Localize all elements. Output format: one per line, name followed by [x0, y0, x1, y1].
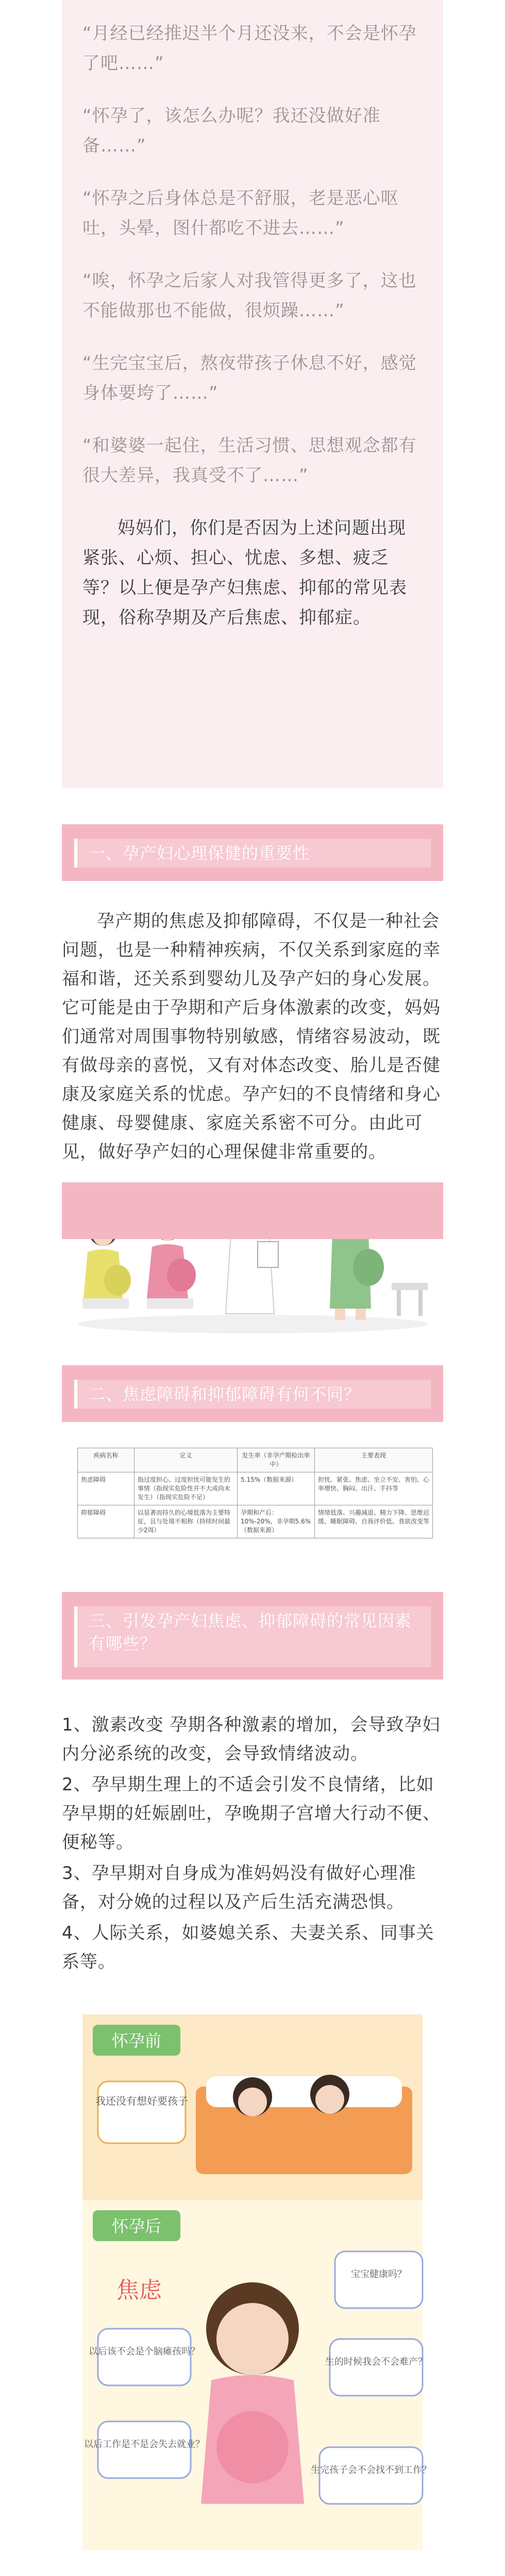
list-item: 1、激素改变 孕期各种激素的增加，会导致孕妇内分泌系统的改变，会导致情绪波动。 [62, 1715, 441, 1764]
pregnancy-anxiety-illustration [62, 2009, 443, 2555]
before-label: 怀孕前 [111, 2031, 162, 2050]
table-header: 发生率（非孕产期检出率中） [238, 1448, 315, 1472]
before-speech: 我还没有想好要孩子 [95, 2095, 188, 2107]
quote-1: “月经已经推迟半个月还没来，不会是怀孕了吧……” [82, 23, 417, 74]
table-cell: 5.15%（数据来源） [238, 1472, 315, 1505]
table-cell: 抑郁障碍 [78, 1505, 134, 1538]
table-row [78, 1505, 433, 1538]
table-cell: 指过度担心、过度担忧可能发生的事情（指现实危险性并不大或尚未发生）（指现实危险不足） [134, 1472, 238, 1505]
section-3-list [62, 1710, 443, 1978]
quote-6: “和婆婆一起住，生活习惯、思想观念都有很大差异，我真受不了……” [82, 435, 417, 486]
section-1-title: 一、孕产妇心理保健的重要性 [89, 843, 310, 863]
table-header: 主要表现 [315, 1448, 433, 1472]
list-item: 2、孕早期生理上的不适会引发不良情绪，比如孕早期的妊娠剧吐，孕晚期子宫增大行动不便、便秘等。 [62, 1774, 441, 1853]
after-label: 怀孕后 [111, 2216, 162, 2236]
thought-2: 以后该不会是个脑瘫孩吗？ [89, 2346, 200, 2357]
quote-2: “怀孕了，该怎么办呢？我还没做好准备……” [82, 106, 381, 156]
list-item: 4、人际关系，如婆媳关系、夫妻关系、同事关系等。 [62, 1923, 434, 1972]
thought-3: 生的时候我会不会难产？ [325, 2357, 427, 2367]
quotes-block [62, 0, 443, 788]
table-cell: 担忧、紧张、焦虑、坐立不安、害怕、心率增快、胸闷、出汗、手抖等 [315, 1472, 433, 1505]
table-row [78, 1472, 433, 1505]
section-1-body: 孕产期的焦虑及抑郁障碍，不仅是一种社会问题，也是一种精神疾病，不仅关系到家庭的幸福和谐，还关系到婴幼儿及孕产妇的身心发展。它可能是由于孕期和产后身体激素的改变，妈妈们通常对周围事物特别敏感，情绪容易波动，既有做母亲的喜悦，又有对体态改变、胎儿是否健康及家庭关系的忧虑。孕产妇的不良情绪和身心健康、母婴健康、家庭关系密不可分。由此可见，做好孕产妇的心理保健非常重要的。 [62, 911, 441, 1162]
quote-4: “唉，怀孕之后家人对我管得更多了，这也不能做那也不能做，很烦躁……” [82, 270, 417, 321]
table-cell: 孕期和产后：10%-20%，非孕期5.6%（数据来源） [238, 1505, 315, 1538]
thought-1: 宝宝健康吗？ [351, 2269, 407, 2280]
table-cell: 焦虑障碍 [78, 1472, 134, 1505]
section-2-header-anchor [62, 1182, 443, 1239]
comparison-table [77, 1448, 433, 1538]
list-item: 3、孕早期对自身成为准妈妈没有做好心理准备，对分娩的过程以及产后生活充满恐惧。 [62, 1863, 416, 1912]
section-2-title: 二、焦虑障碍和抑郁障碍有何不同？ [89, 1384, 361, 1404]
thought-4: 以后工作是不是会失去就业？ [84, 2439, 205, 2450]
section-3-title: 三、引发孕产妇焦虑、抑郁障碍的常见因素有哪些？ [89, 1611, 412, 1653]
quote-5: “生完宝宝后，熬夜带孩子休息不好，感觉身体要垮了……” [82, 353, 417, 403]
table-cell: 情绪低落、兴趣减退、精力下降、思维迟缓、睡眠障碍、自我评价低、食欲改变等 [315, 1505, 433, 1538]
section-2-header [62, 1365, 443, 1422]
table-header: 定义 [134, 1448, 238, 1472]
section-1-header [62, 824, 443, 881]
table-cell: 以显著而持久的心境低落为主要特征，且与处境不相称（持续时间最少2周） [134, 1505, 238, 1538]
anxiety-label: 焦虑 [116, 2277, 162, 2303]
quote-3: “怀孕之后身体总是不舒服，老是恶心呕吐，头晕，图什都吃不进去……” [82, 188, 399, 239]
table-header: 疾病名称 [78, 1448, 134, 1472]
table-header-row [78, 1448, 433, 1472]
section-3-header [62, 1592, 443, 1680]
intro-paragraph: 妈妈们，你们是否因为上述问题出现紧张、心烦、担心、忧虑、多想、疲乏等？以上便是孕产妇焦虑、抑郁的常见表现，俗称孕期及产后焦虑、抑郁症。 [82, 518, 407, 628]
thought-5: 生完孩子会不会找不到工作？ [311, 2465, 431, 2476]
